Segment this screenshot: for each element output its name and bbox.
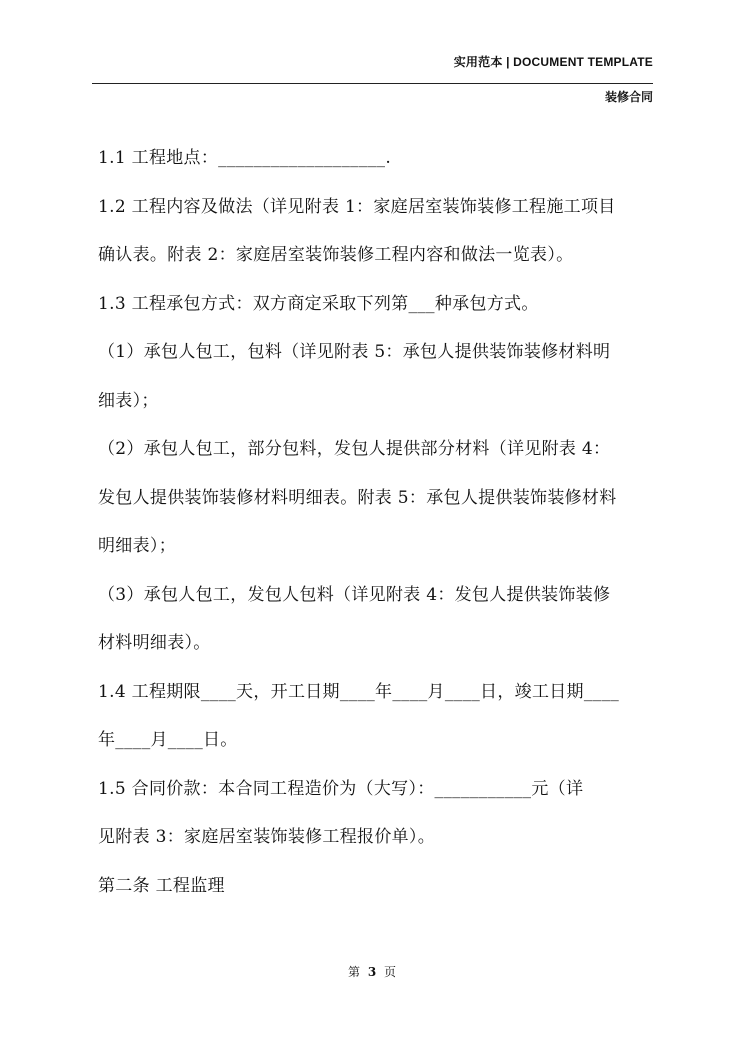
body-line: 确认表。附表 2：家庭居室装饰装修工程内容和做法一览表）。 (98, 245, 574, 265)
header-subtitle: 装修合同 (604, 90, 653, 104)
body-line: 见附表 3：家庭居室装饰装修工程报价单）。 (98, 827, 436, 847)
body-line: （1）承包人包工，包料（详见附表 5：承包人提供装饰装修材料明 (98, 342, 611, 362)
section-heading: 第二条 工程监理 (98, 875, 225, 896)
body-line: 年____月____日。 (98, 730, 238, 750)
page-number-prefix: 第 (347, 965, 360, 979)
header-divider (92, 83, 653, 84)
body-line: （3）承包人包工，发包人包料（详见附表 4：发包人提供装饰装修 (98, 584, 611, 605)
body-line: 材料明细表）。 (98, 633, 211, 653)
page-number: 3 (367, 965, 377, 979)
document-body (98, 138, 658, 914)
body-line: 1.4 工程期限____天，开工日期____年____月____日，竣工日期____ (98, 681, 620, 702)
body-line: 1.3 工程承包方式：双方商定采取下列第___种承包方式。 (98, 293, 539, 314)
body-line: （2）承包人包工，部分包料，发包人提供部分材料（详见附表 4： (98, 439, 611, 459)
body-line: 发包人提供装饰装修材料明细表。附表 5：承包人提供装饰装修材料 (98, 487, 617, 508)
body-line: 明细表）； (98, 536, 176, 556)
page-footer (0, 963, 744, 980)
body-line: 1.2 工程内容及做法（详见附表 1：家庭居室装饰装修工程施工项目 (98, 196, 616, 217)
header-title: 实用范本 | DOCUMENT TEMPLATE (453, 55, 653, 69)
body-line: 1.5 合同价款：本合同工程造价为（大写）：___________元（详 (98, 778, 584, 799)
body-line: 细表）； (98, 390, 159, 411)
page-number-suffix: 页 (384, 965, 397, 979)
body-line: 1.1 工程地点：___________________. (98, 148, 392, 168)
